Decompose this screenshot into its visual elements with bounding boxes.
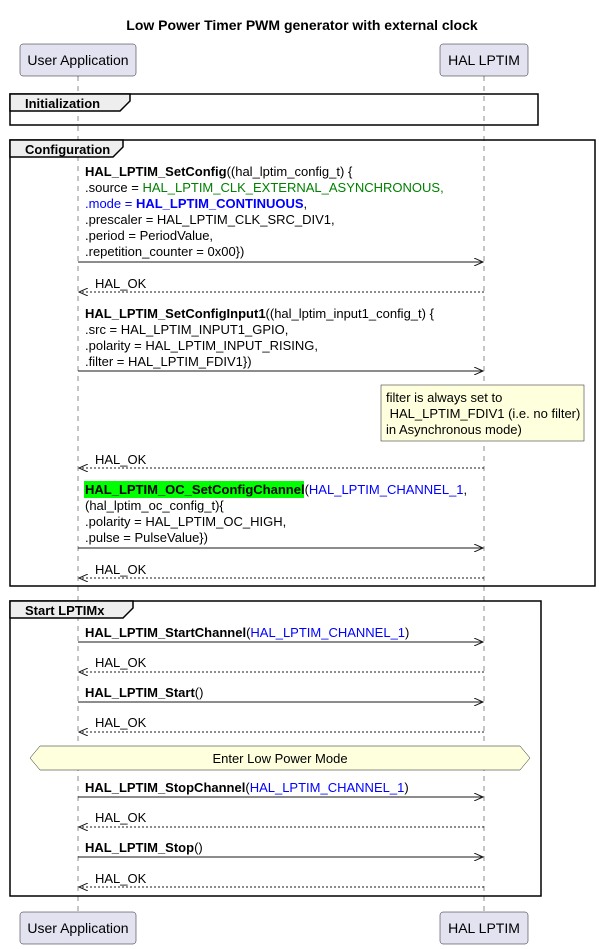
return-label: HAL_OK [95, 655, 147, 670]
message-start-channel [78, 625, 483, 642]
argument-text: .source = [85, 180, 143, 195]
message-label-line [85, 482, 467, 497]
return-label: HAL_OK [95, 715, 147, 730]
function-name: HAL_LPTIM_Stop [85, 840, 195, 855]
argument-text: ( [245, 780, 250, 795]
function-name: HAL_LPTIM_StopChannel [85, 780, 246, 795]
argument-text: ) [404, 780, 409, 795]
argument-text: () [194, 840, 203, 855]
participant-label: User Application [27, 52, 129, 68]
divider-low-power-mode [30, 746, 530, 770]
message-label-line [85, 306, 435, 321]
return-stop [79, 871, 484, 887]
message-stop-channel [78, 780, 483, 797]
message-label-line [85, 196, 307, 211]
message-set-config [78, 164, 483, 262]
argument-text: ((hal_lptim_config_t) { [226, 164, 353, 179]
argument-value: HAL_LPTIM_CHANNEL_1 [250, 625, 406, 640]
return-set-config-input1 [79, 452, 484, 468]
function-name: HAL_LPTIM_Start [85, 685, 195, 700]
message-label-line [85, 840, 203, 855]
diagram-title: Low Power Timer PWM generator with external clock [126, 17, 478, 33]
return-start-channel [79, 655, 484, 672]
divider-label: Enter Low Power Mode [212, 751, 348, 766]
message-label-line: .polarity = HAL_LPTIM_OC_HIGH, [85, 514, 287, 529]
message-label-line: .pulse = PulseValue}) [85, 530, 208, 545]
group-label: Initialization [25, 96, 101, 111]
return-stop-channel [79, 810, 484, 827]
message-label-line [85, 780, 409, 795]
participant-hal-lptim-bottom [440, 912, 528, 944]
return-set-config [79, 276, 484, 292]
argument-value: HAL_LPTIM_CHANNEL_1 [308, 482, 464, 497]
participant-user-application-bottom [20, 912, 136, 944]
group-label: Configuration [25, 142, 111, 157]
argument-text: ((hal_lptim_input1_config_t) { [265, 306, 434, 321]
function-name: HAL_LPTIM_SetConfig [85, 164, 227, 179]
argument-text: , [303, 196, 308, 211]
message-label-line: .period = PeriodValue, [85, 228, 214, 243]
argument-value: HAL_LPTIM_CLK_EXTERNAL_ASYNCHRONOUS, [142, 180, 444, 195]
return-start [79, 715, 484, 732]
message-label-line: .prescaler = HAL_LPTIM_CLK_SRC_DIV1, [85, 212, 335, 227]
participant-label: User Application [27, 920, 129, 936]
argument-text: , [463, 482, 468, 497]
function-name: HAL_LPTIM_StartChannel [85, 625, 247, 640]
argument-text: ( [246, 625, 251, 640]
argument-value: HAL_LPTIM_CHANNEL_1 [249, 780, 405, 795]
return-label: HAL_OK [95, 276, 147, 291]
argument-text: () [194, 685, 204, 700]
return-oc-set-config-channel [79, 562, 484, 578]
message-label-line [85, 625, 409, 640]
argument-value: HAL_LPTIM_CONTINUOUS [135, 196, 304, 211]
note-filter [381, 385, 584, 441]
return-label: HAL_OK [95, 452, 147, 467]
message-label-line: .repetition_counter = 0x00}) [85, 244, 245, 259]
message-stop [78, 840, 483, 857]
participant-hal-lptim-top [440, 44, 528, 76]
group-label: Start LPTIMx [25, 603, 105, 618]
message-label-line: .src = HAL_LPTIM_INPUT1_GPIO, [85, 322, 289, 337]
group-initialization [10, 94, 538, 125]
participant-user-application-top [20, 44, 136, 76]
message-start [78, 685, 483, 702]
message-label-line: .filter = HAL_LPTIM_FDIV1}) [85, 354, 252, 369]
note-line: in Asynchronous mode) [386, 422, 522, 437]
return-label: HAL_OK [95, 562, 147, 577]
note-line: filter is always set to [386, 390, 503, 405]
function-name: HAL_LPTIM_SetConfigInput1 [85, 306, 266, 321]
argument-text: ( [304, 482, 309, 497]
message-label-line: (hal_lptim_oc_config_t){ [85, 498, 224, 513]
return-label: HAL_OK [95, 810, 147, 825]
message-label-line [85, 164, 353, 179]
participant-label: HAL LPTIM [448, 920, 520, 936]
argument-text: .mode = [85, 196, 136, 211]
message-label-line: .polarity = HAL_LPTIM_INPUT_RISING, [85, 338, 318, 353]
message-oc-set-config-channel [78, 481, 483, 548]
message-label-line [85, 180, 444, 195]
participant-label: HAL LPTIM [448, 52, 520, 68]
function-name: HAL_LPTIM_OC_SetConfigChannel [85, 482, 305, 497]
note-line: HAL_LPTIM_FDIV1 (i.e. no filter) [386, 406, 581, 421]
message-set-config-input1 [78, 306, 483, 371]
message-label-line [85, 685, 203, 700]
argument-text: ) [405, 625, 410, 640]
return-label: HAL_OK [95, 871, 147, 886]
